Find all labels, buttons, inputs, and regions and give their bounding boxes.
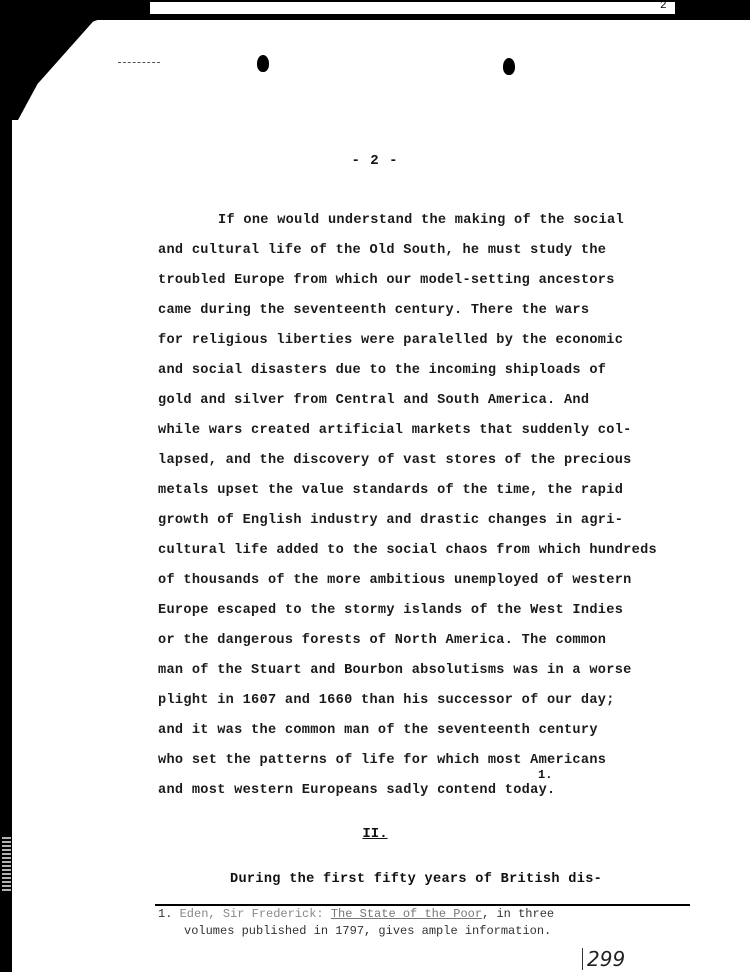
- text-line: while wars created artificial markets that suddenly col-: [158, 423, 632, 438]
- footnote-line-2: volumes published in 1797, gives ample information.: [184, 924, 552, 938]
- text-line: or the dangerous forests of North America. The common: [158, 633, 607, 648]
- footnote-number: 1.: [158, 907, 173, 921]
- text-line: gold and silver from Central and South America. And: [158, 393, 590, 408]
- text-line: If one would understand the making of the social: [218, 213, 624, 228]
- text-line: troubled Europe from which our model-setting ancestors: [158, 273, 615, 288]
- text-line: growth of English industry and drastic changes in agri-: [158, 513, 624, 528]
- text-line: and cultural life of the Old South, he must study the: [158, 243, 607, 258]
- paragraph-1: [158, 210, 698, 810]
- footnote-line1-rest: , in three: [482, 907, 555, 921]
- text-line: lapsed, and the discovery of vast stores of the precious: [158, 453, 632, 468]
- footnote-reference: 1.: [538, 768, 553, 782]
- corner-mark: 2: [660, 0, 667, 12]
- text-line: came during the seventeenth century. There the wars: [158, 303, 590, 318]
- footnote: [158, 906, 554, 940]
- text-line: for religious liberties were paralelled by the economic: [158, 333, 624, 348]
- archive-page-stamp: 299: [582, 948, 625, 970]
- scan-top-strip: [150, 2, 675, 14]
- text-line: man of the Stuart and Bourbon absolutisms was in a worse: [158, 663, 632, 678]
- text-line: and social disasters due to the incoming shiploads of: [158, 363, 607, 378]
- section-heading: II.: [362, 826, 388, 842]
- footnote-title: The State of the Poor: [330, 907, 483, 921]
- text-line: metals upset the value standards of the time, the rapid: [158, 483, 624, 498]
- punch-hole-left: [257, 55, 269, 72]
- scan-dash-mark: [118, 62, 160, 64]
- text-line: Europe escaped to the stormy islands of the West Indies: [158, 603, 624, 618]
- punch-hole-right: [503, 58, 515, 75]
- text-line: and it was the common man of the seventeenth century: [158, 723, 598, 738]
- footnote-line-1: [158, 906, 554, 923]
- text-line: cultural life added to the social chaos from which hundreds: [158, 543, 657, 558]
- text-line: who set the patterns of life for which most Americans: [158, 753, 607, 768]
- text-line: and most western Europeans sadly contend today.: [158, 783, 556, 798]
- text-line: plight in 1607 and 1660 than his successor of our day;: [158, 693, 615, 708]
- paragraph-2-start: During the first fifty years of British dis-: [230, 872, 603, 887]
- text-line: of thousands of the more ambitious unemployed of western: [158, 573, 632, 588]
- scan-noise-mark: [2, 836, 11, 891]
- page-number: - 2 -: [351, 153, 399, 169]
- footnote-author: Eden, Sir Frederick:: [179, 907, 324, 921]
